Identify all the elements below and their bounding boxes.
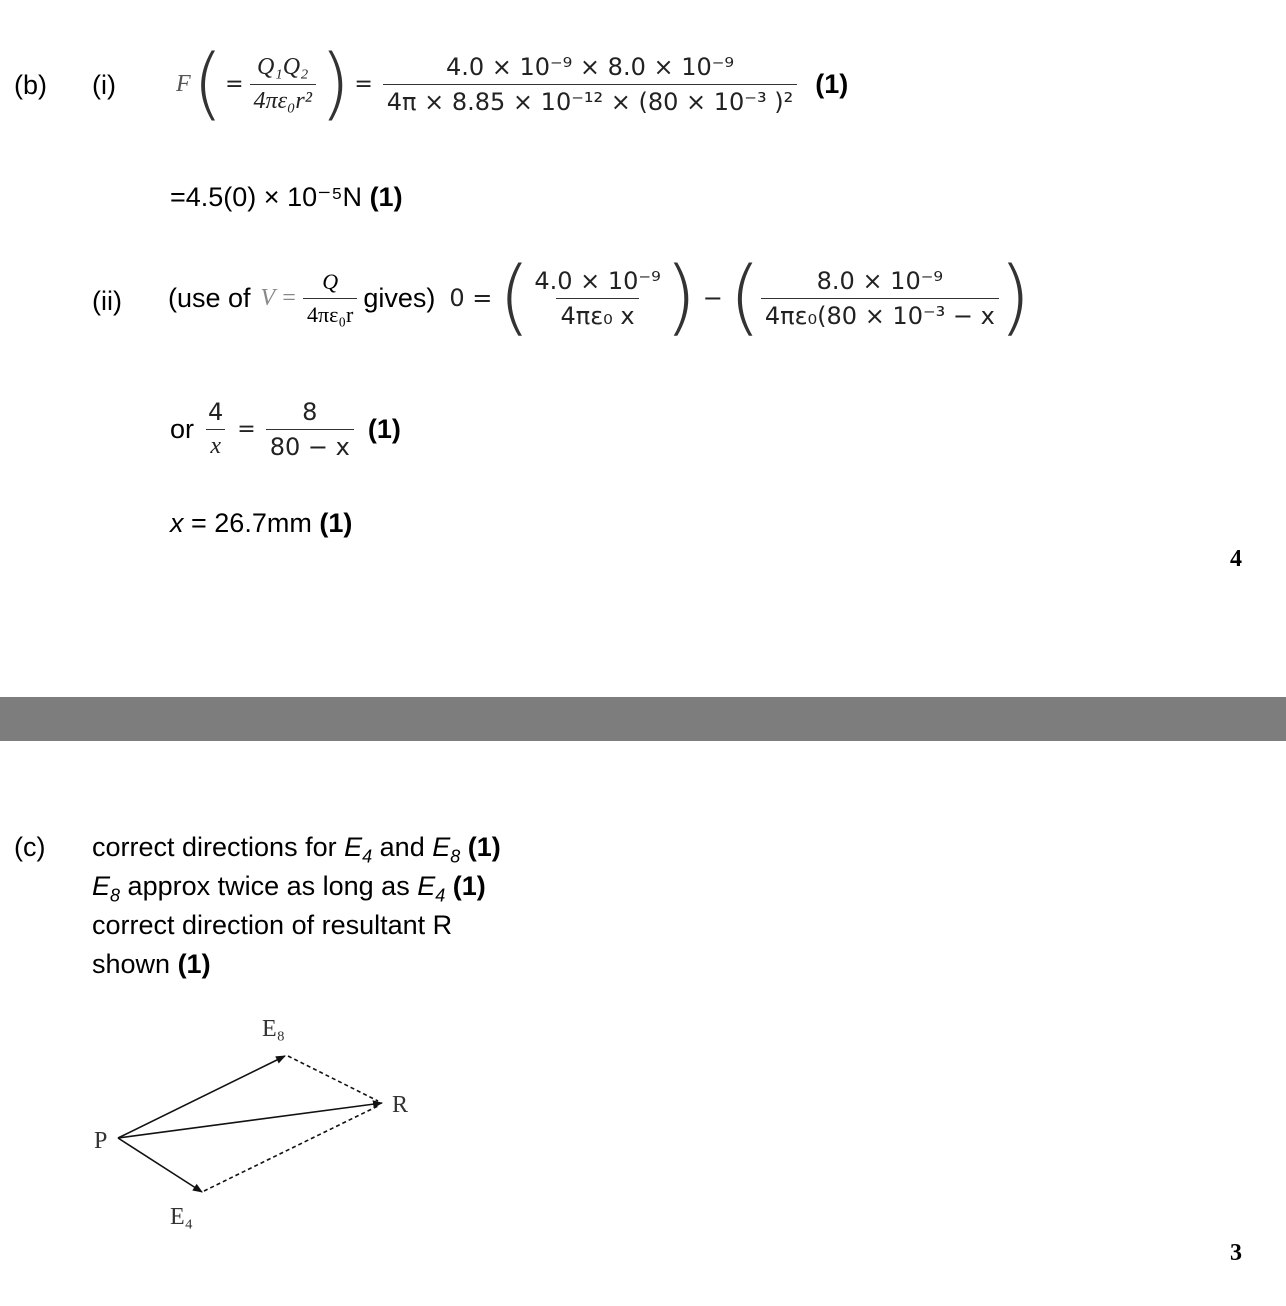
part-c-line-2: [92, 871, 486, 906]
ratio-right: [266, 398, 354, 461]
line2-text: approx twice as long as: [127, 871, 410, 901]
vector-diagram: [80, 1000, 440, 1240]
ratio-left: [204, 398, 227, 460]
line4-text: shown: [92, 949, 171, 979]
part-b-i-label: (i): [92, 70, 116, 100]
coulomb-denominator: 4πε₀r²: [250, 84, 316, 115]
mark-b-ii-2: (1): [319, 508, 353, 538]
force-result: [170, 182, 403, 213]
term1-denominator: 4πε₀ x: [556, 298, 638, 330]
force-symbol: F: [176, 70, 191, 97]
mark-c-1: (1): [467, 832, 501, 862]
part-b-total-marks: 4: [1230, 546, 1242, 572]
x-value: = 26.7mm: [191, 508, 312, 538]
ratio-equals: =: [237, 416, 256, 442]
part-c-line-3: correct direction of resultant R: [92, 910, 453, 940]
x-symbol: x: [170, 508, 184, 538]
label-e8: E₈: [262, 1016, 286, 1042]
potential-equation: [168, 248, 1031, 348]
paren-close-t1: ): [664, 250, 697, 345]
resultant-arrow: [118, 1103, 382, 1138]
ratio-equation: [170, 384, 401, 474]
part-c-line-1: [92, 832, 501, 867]
and-text: and: [379, 832, 425, 862]
or-text: or: [170, 413, 195, 444]
ratio-left-denominator: x: [206, 429, 225, 460]
coulomb-numerator: Q₁Q₂: [257, 53, 309, 80]
force-value: =4.5(0) × 10⁻⁵N: [170, 182, 363, 212]
mark-c-3: (1): [177, 949, 211, 979]
e8-symbol: $E_8$: [432, 832, 461, 867]
part-b-label: (b): [14, 70, 47, 100]
term2-fraction: [761, 267, 999, 330]
mark-b-i-1: (1): [815, 68, 849, 99]
e4-vector-arrow: [118, 1138, 202, 1192]
potential-denominator: 4πε₀r: [303, 298, 357, 328]
v-symbol: V =: [260, 284, 297, 311]
equals-sign-2: =: [354, 71, 373, 97]
paren-close-t2: ): [998, 250, 1031, 345]
ratio-left-numerator: 4: [208, 398, 224, 426]
zero-equals: 0 =: [449, 284, 493, 312]
coulomb-formula: [176, 34, 848, 134]
paren-open-t2: (: [728, 250, 761, 345]
ratio-right-denominator: 80 − x: [266, 429, 354, 461]
substitution-denominator: 4π × 8.85 × 10⁻¹² × (80 × 10⁻³ )²: [383, 84, 797, 116]
paren-close: ): [319, 39, 351, 129]
term1-numerator: 4.0 × 10⁻⁹: [534, 266, 661, 295]
substitution-fraction: [383, 53, 797, 116]
term2-denominator: 4πε₀(80 × 10⁻³ − x: [761, 298, 999, 330]
dashed-e4-to-r: [204, 1106, 378, 1191]
paren-open-t1: (: [498, 250, 531, 345]
potential-numerator: Q: [322, 268, 339, 294]
dashed-e8-to-r: [288, 1056, 378, 1101]
label-r: R: [392, 1092, 409, 1118]
e8-symbol-2: $E_8$: [92, 871, 121, 906]
part-c-line-4: [92, 949, 211, 980]
label-p: P: [94, 1128, 108, 1154]
part-c-total-marks: 3: [1230, 1240, 1242, 1266]
label-e4: E₄: [170, 1204, 194, 1230]
line1-text: correct directions for: [92, 832, 337, 862]
x-result: [170, 508, 352, 539]
gives-text: gives): [363, 282, 436, 313]
mark-c-2: (1): [452, 871, 486, 901]
paren-open: (: [192, 39, 224, 129]
e4-symbol-2: $E_4$: [417, 871, 446, 906]
ratio-right-numerator: 8: [302, 397, 318, 426]
part-b-ii-label: (ii): [92, 286, 122, 316]
section-divider: [0, 697, 1286, 741]
potential-fraction: [303, 269, 357, 328]
use-of-text: (use of: [168, 282, 251, 313]
minus-sign: −: [702, 284, 723, 312]
coulomb-fraction: [250, 54, 316, 115]
e4-symbol: $E_4$: [344, 832, 373, 867]
mark-b-i-2: (1): [369, 182, 403, 212]
mark-b-ii-1: (1): [367, 413, 401, 444]
e8-vector-arrow: [118, 1056, 285, 1138]
equals-sign: =: [225, 71, 244, 97]
substitution-numerator: 4.0 × 10⁻⁹ × 8.0 × 10⁻⁹: [445, 52, 735, 81]
part-c-label: (c): [14, 832, 46, 862]
term2-numerator: 8.0 × 10⁻⁹: [816, 266, 944, 295]
term1-fraction: [530, 267, 664, 330]
